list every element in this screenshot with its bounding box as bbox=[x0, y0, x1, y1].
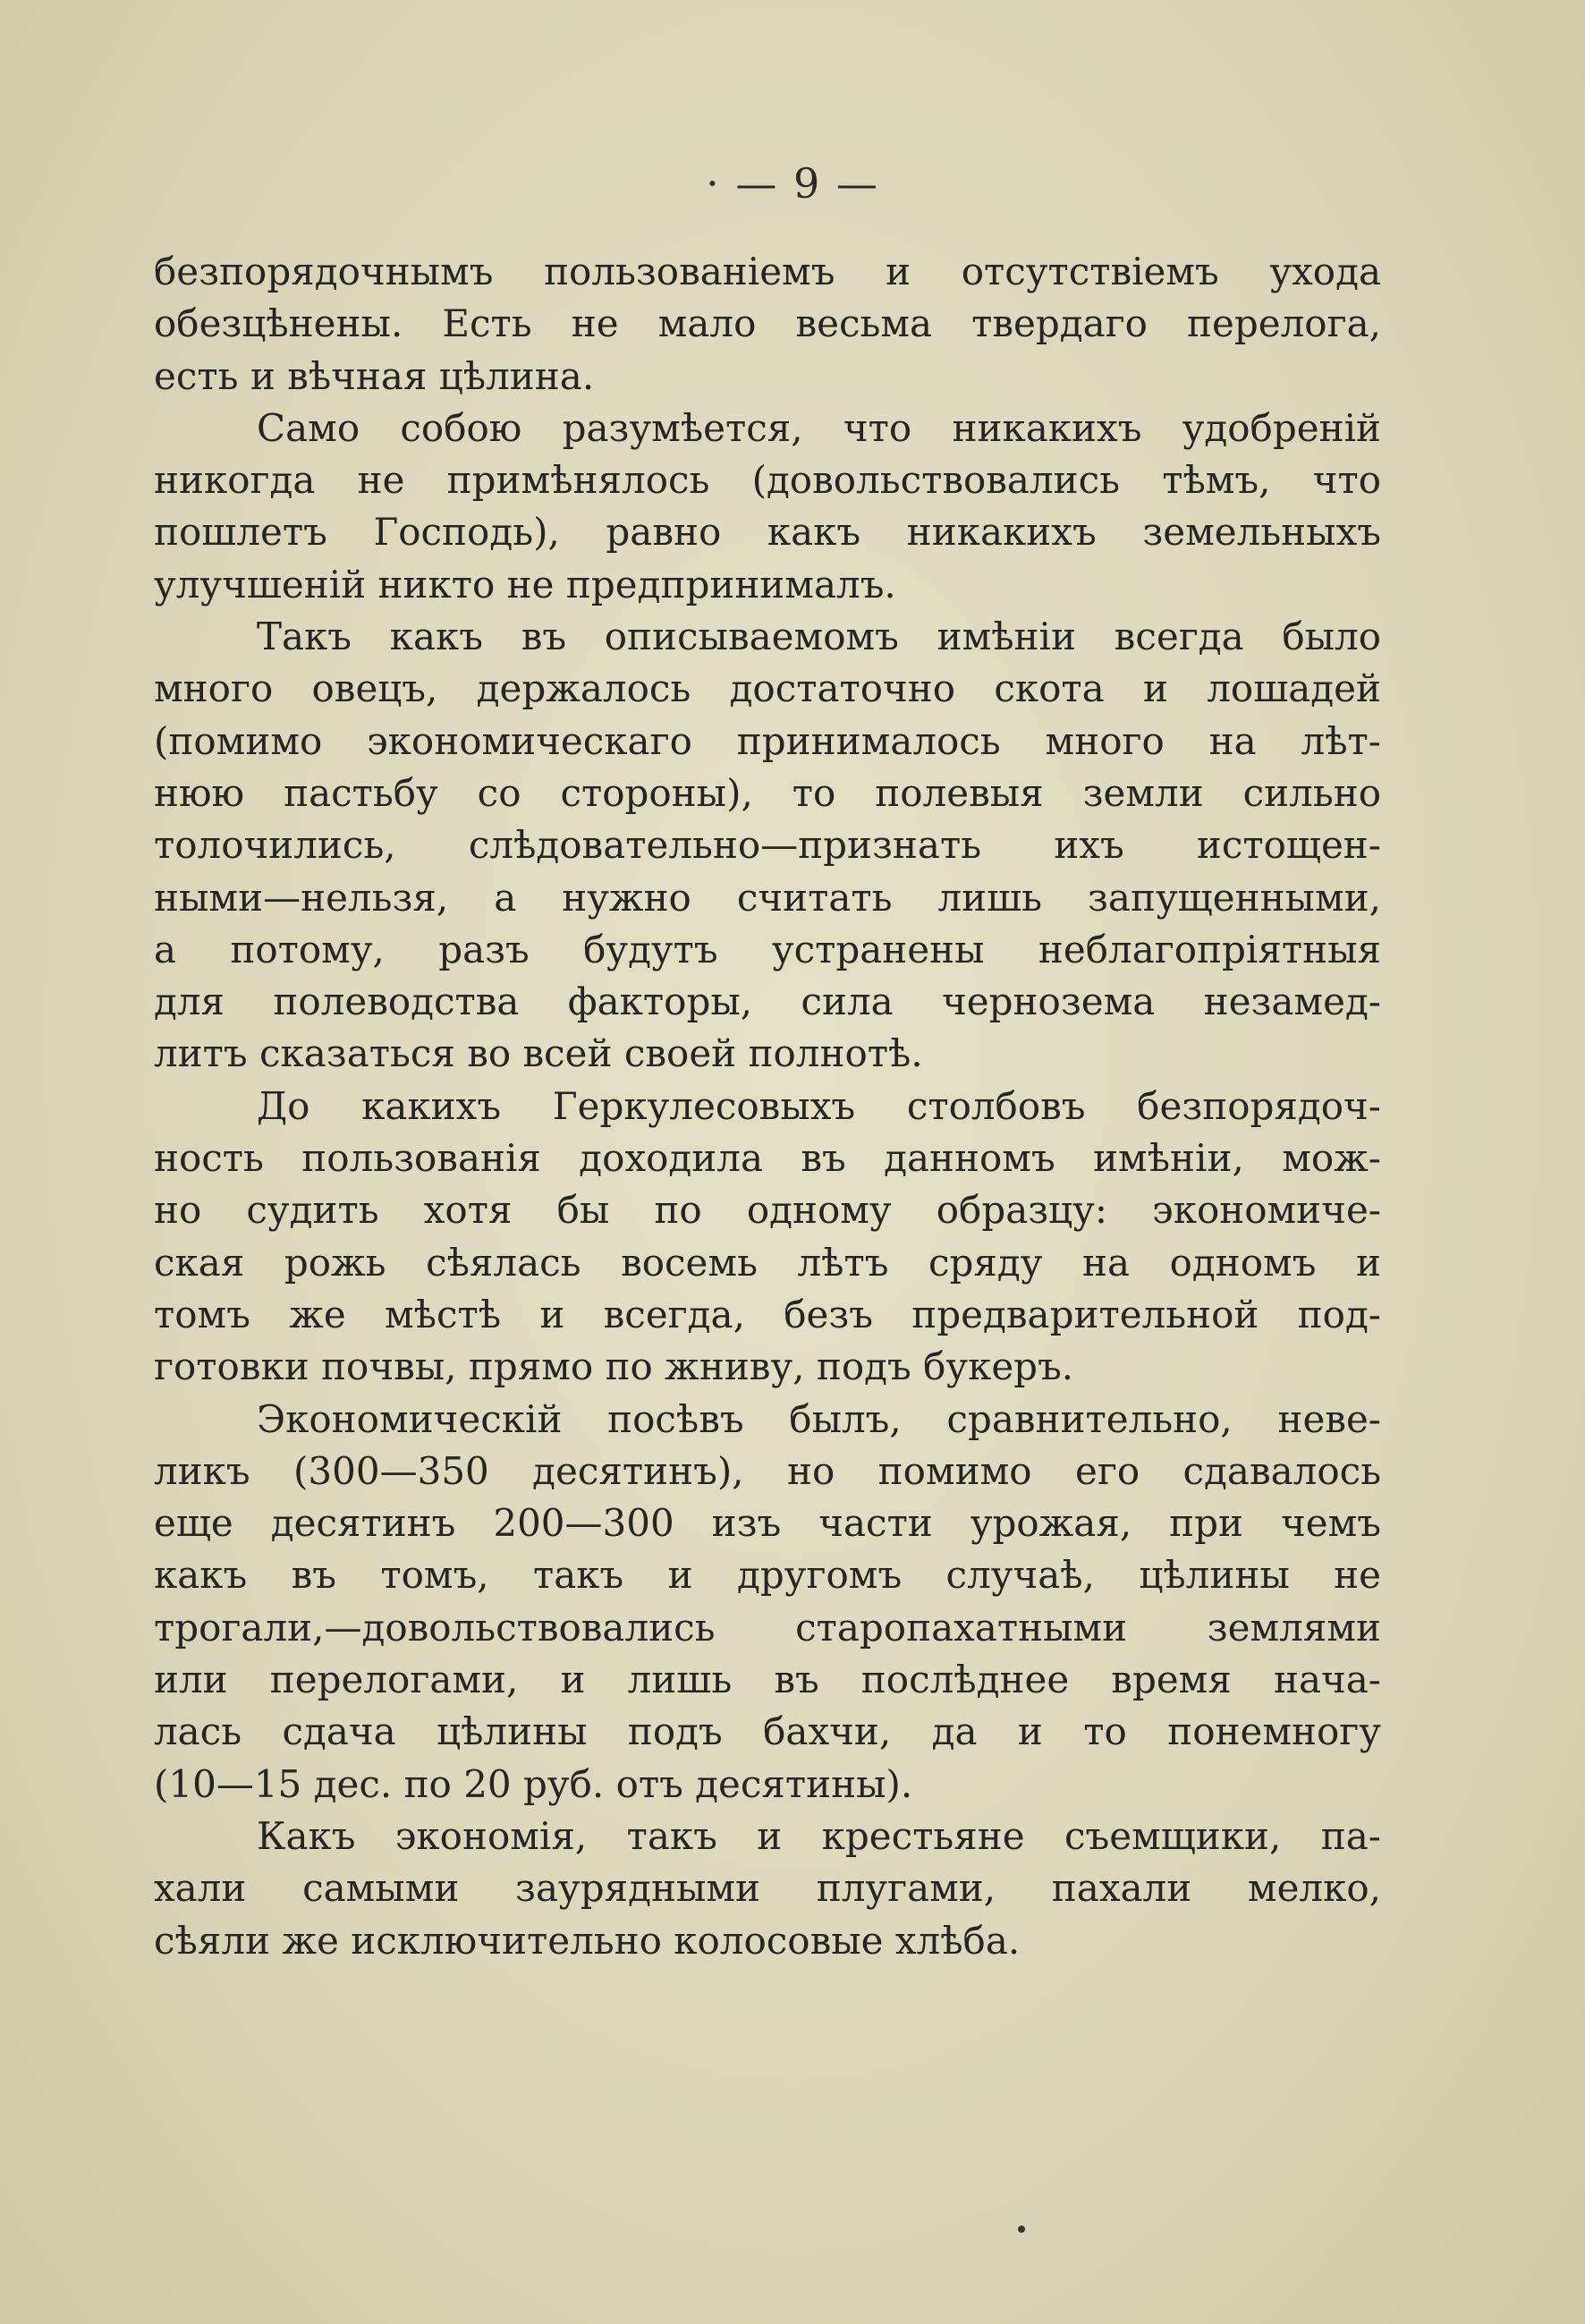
text-line: До какихъ Геркулесовыхъ столбовъ безпорядоч- bbox=[257, 1083, 1381, 1128]
text-line: лась сдача цѣлины подъ бахчи, да и то понемногу bbox=[154, 1709, 1381, 1754]
text-line: ность пользованія доходила въ данномъ имѣніи, мож- bbox=[154, 1136, 1381, 1181]
text-line: готовки почвы, прямо по жниву, подъ букеръ. bbox=[154, 1344, 1074, 1389]
paragraph bbox=[154, 1811, 1381, 1967]
paragraph bbox=[154, 611, 1381, 1081]
text-line: ными—нельзя, а нужно считать лишь запущенными, bbox=[154, 875, 1381, 920]
text-line: Экономическій посѣвъ былъ, сравнительно, неве- bbox=[257, 1396, 1381, 1441]
text-line: обезцѣнены. Есть не мало весьма твердаго перелога, bbox=[154, 301, 1381, 346]
body-text bbox=[154, 246, 1381, 1967]
text-line: томъ же мѣстѣ и всегда, безъ предварительной под- bbox=[154, 1292, 1381, 1336]
text-line: пошлетъ Господь), равно какъ никакихъ земельныхъ bbox=[154, 510, 1381, 555]
text-line: но судить хотя бы по одному образцу: экономиче- bbox=[154, 1188, 1381, 1233]
text-line: улучшеній никто не предпринималъ. bbox=[154, 562, 896, 606]
text-line: Какъ экономія, такъ и крестьяне съемщики, па- bbox=[257, 1813, 1381, 1858]
text-line: (10—15 дес. по 20 руб. отъ десятины). bbox=[154, 1761, 913, 1806]
paragraph bbox=[154, 1394, 1381, 1811]
text-line: (помимо экономическаго принималось много на лѣт- bbox=[154, 718, 1381, 763]
text-line: для полеводства факторы, сила чернозема незамед- bbox=[154, 980, 1381, 1024]
text-line: какъ въ томъ, такъ и другомъ случаѣ, цѣлины не bbox=[154, 1553, 1381, 1598]
page-number: · — 9 — bbox=[706, 159, 879, 208]
text-line: толочились, слѣдовательно—признать ихъ истощен- bbox=[154, 823, 1381, 868]
text-line: Само собою разумѣется, что никакихъ удобреній bbox=[257, 405, 1381, 450]
text-line: безпорядочнымъ пользованіемъ и отсутствіемъ ухода bbox=[154, 250, 1381, 293]
text-line: ская рожь сѣялась восемь лѣтъ сряду на одномъ и bbox=[154, 1240, 1381, 1285]
paragraph bbox=[154, 1081, 1381, 1394]
text-line: трогали,—довольствовались старопахатными землями bbox=[154, 1605, 1381, 1650]
text-line: много овецъ, держалось достаточно скота и лошадей bbox=[154, 666, 1381, 711]
text-line: сѣяли же исключительно колосовые хлѣба. bbox=[154, 1918, 1021, 1963]
paragraph bbox=[154, 403, 1381, 611]
text-line: еще десятинъ 200—300 изъ части урожая, при чемъ bbox=[154, 1501, 1381, 1546]
text-line: или перелогами, и лишь въ послѣднее время нача- bbox=[154, 1658, 1381, 1702]
text-line: литъ сказаться во всей своей полнотѣ. bbox=[154, 1031, 923, 1076]
text-line: никогда не примѣнялось (довольствовались тѣмъ, что bbox=[154, 458, 1381, 503]
text-line: а потому, разъ будутъ устранены неблагопріятныя bbox=[154, 927, 1381, 971]
text-line: хали самыми заурядными плугами, пахали мелко, bbox=[154, 1866, 1381, 1911]
text-line: ликъ (300—350 десятинъ), но помимо его сдавалось bbox=[154, 1448, 1381, 1493]
paragraph bbox=[154, 246, 1381, 403]
text-line: нюю пастьбу со стороны), то полевыя земли сильно bbox=[154, 770, 1381, 815]
text-line: есть и вѣчная цѣлина. bbox=[154, 353, 595, 398]
ink-speck bbox=[1018, 2226, 1025, 2233]
text-line: Такъ какъ въ описываемомъ имѣніи всегда было bbox=[257, 615, 1381, 659]
